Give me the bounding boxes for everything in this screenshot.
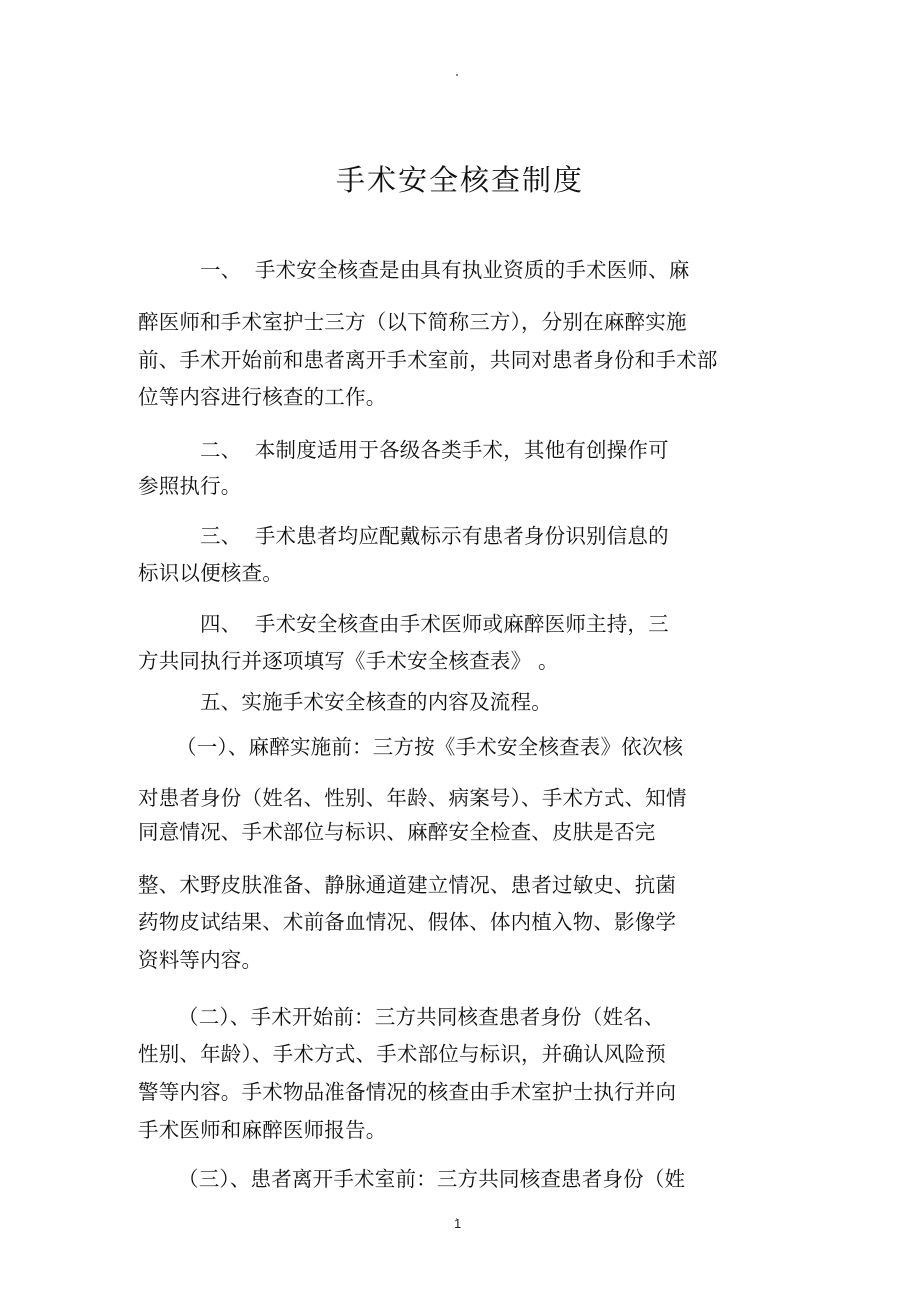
paragraph-4-line-1: 四、 手术安全核查由手术医师或麻醉医师主持，三: [200, 612, 669, 636]
subparagraph-1-line-5: 药物皮试结果、术前备血情况、假体、体内植入物、影像学: [138, 910, 677, 934]
paragraph-1-line-1: 一、 手术安全核查是由具有执业资质的手术医师、麻: [200, 258, 690, 282]
subparagraph-1-line-1: （一）、麻醉实施前：三方按《手术安全核查表》依次核: [176, 735, 684, 759]
subparagraph-3-line-1: （三）、患者离开手术室前：三方共同核查患者身份（姓: [178, 1167, 686, 1191]
subparagraph-2-line-1: （二）、手术开始前：三方共同核查患者身份（姓名、: [178, 1005, 665, 1029]
subparagraph-2-line-3: 警等内容。手术物品准备情况的核查由手术室护士执行并向: [138, 1080, 677, 1104]
paragraph-1-line-3: 前、手术开始前和患者离开手术室前，共同对患者身份和手术部: [138, 348, 718, 372]
paragraph-3-line-2: 标识以便核查。: [138, 561, 283, 585]
paragraph-4-line-2: 方共同执行并逐项填写《手术安全核查表》 。: [138, 649, 559, 673]
header-dot: [456, 74, 458, 76]
paragraph-2-line-1: 二、 本制度适用于各级各类手术，其他有创操作可: [200, 438, 669, 462]
paragraph-1-line-4: 位等内容进行核查的工作。: [138, 385, 387, 409]
paragraph-3-line-1: 三、 手术患者均应配戴标示有患者身份识别信息的: [200, 524, 669, 548]
subparagraph-2-line-2: 性别、年龄）、手术方式、手术部位与标识，并确认风险预: [138, 1042, 666, 1066]
page-number: 1: [454, 1216, 462, 1231]
subparagraph-1-line-3: 同意情况、手术部位与标识、麻醉安全检查、皮肤是否完: [138, 820, 656, 844]
subparagraph-1-line-2: 对患者身份（姓名、性别、年龄、病案号）、手术方式、知情: [138, 786, 687, 810]
subparagraph-1-line-6: 资料等内容。: [138, 948, 263, 972]
paragraph-5-line-1: 五、实施手术安全核查的内容及流程。: [200, 690, 552, 714]
subparagraph-2-line-4: 手术医师和麻醉医师报告。: [138, 1118, 387, 1142]
document-title: 手术安全核查制度: [335, 163, 584, 197]
subparagraph-1-line-4: 整、术野皮肤准备、静脉通道建立情况、患者过敏史、抗菌: [138, 873, 677, 897]
paragraph-2-line-2: 参照执行。: [138, 474, 242, 498]
paragraph-1-line-2: 醉医师和手术室护士三方（以下简称三方），分别在麻醉实施: [138, 310, 687, 334]
